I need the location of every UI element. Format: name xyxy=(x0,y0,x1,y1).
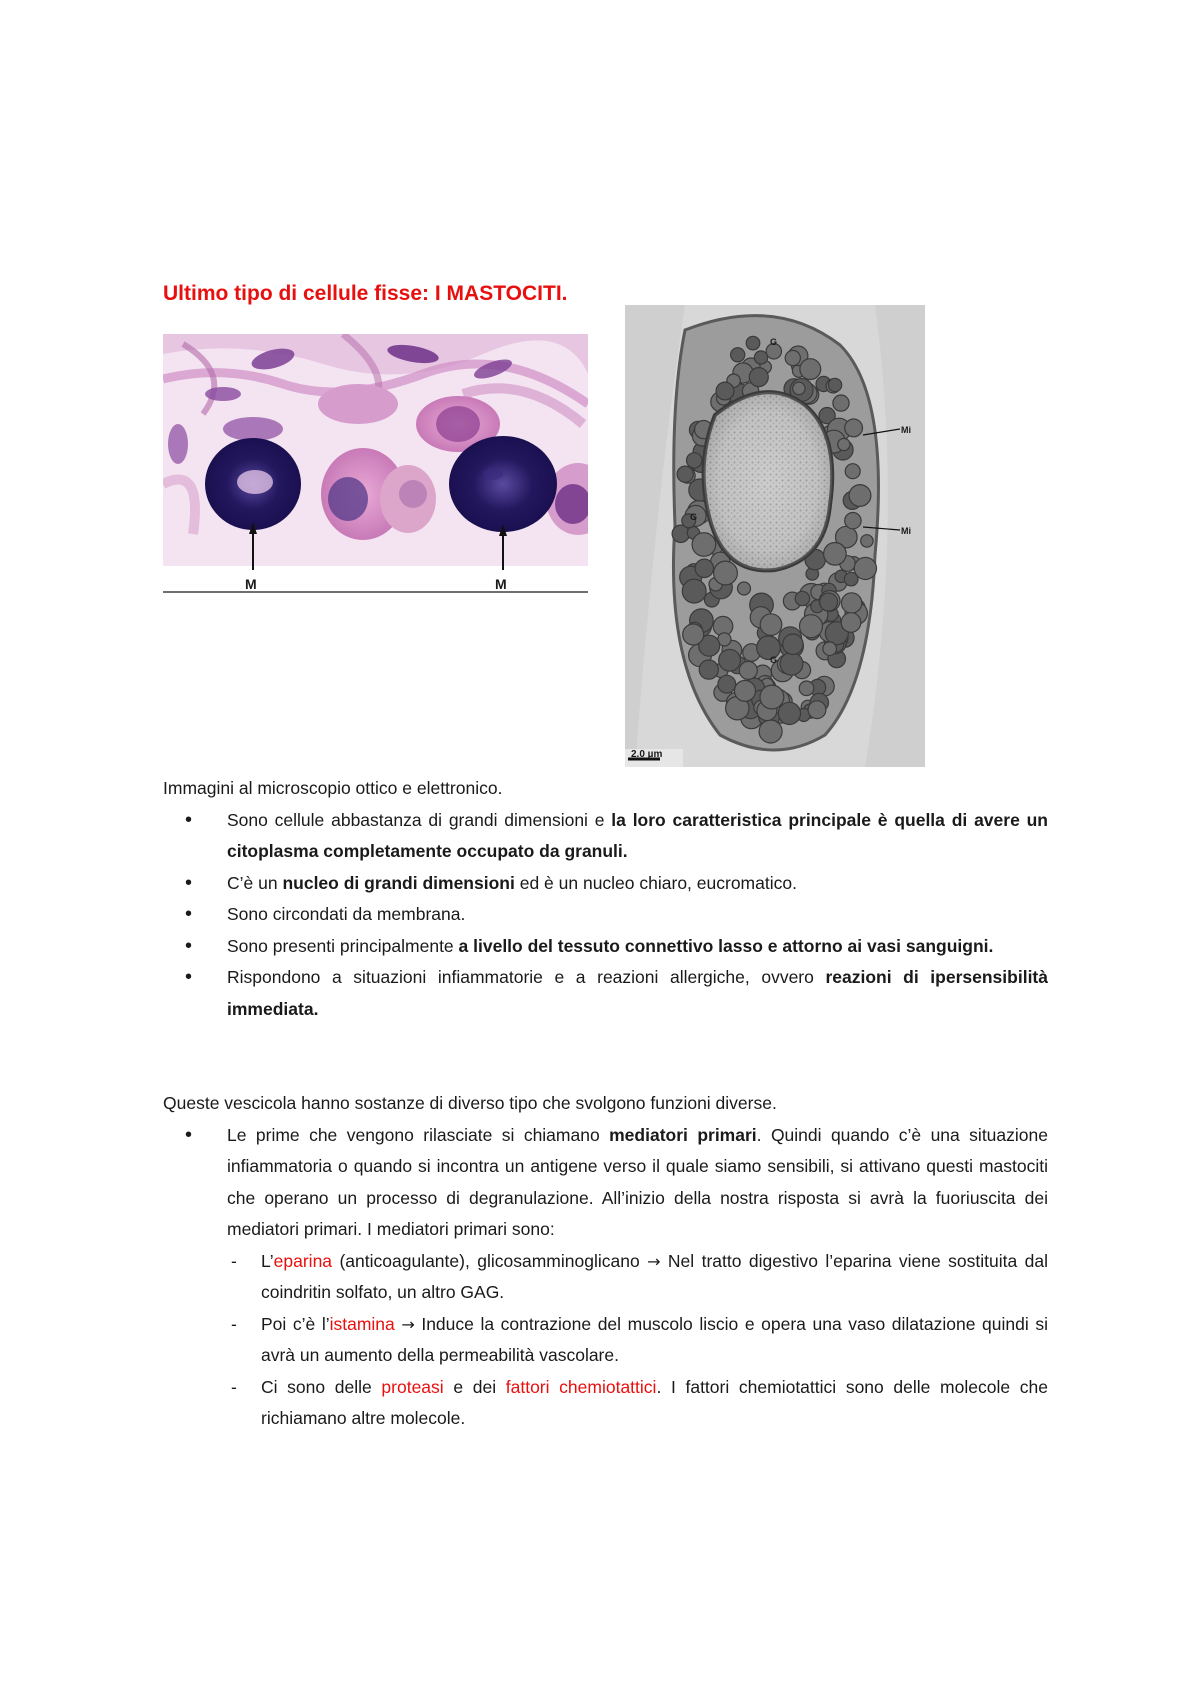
list-item: - Poi c’è l’istamina → Induce la contrazione del muscolo liscio e opera una vaso dilatazione quindi si avrà un aumento della permeabilità vascolare. xyxy=(231,1313,1048,1365)
granule xyxy=(699,660,718,679)
mitochondria-label-bottom: Mi xyxy=(901,526,911,536)
granule xyxy=(833,395,849,411)
granule xyxy=(800,359,821,380)
granule xyxy=(785,350,800,365)
granule xyxy=(823,642,837,656)
granule xyxy=(695,559,713,577)
granule xyxy=(718,675,736,693)
mediators-list xyxy=(163,1120,1048,1246)
granule-label-left: G xyxy=(690,512,698,522)
granule xyxy=(760,614,782,636)
granule xyxy=(739,661,757,679)
term-fattori-chemiotattici: fattori chemiotattici xyxy=(505,1376,657,1397)
granule xyxy=(808,701,826,719)
granule xyxy=(861,535,873,547)
granule xyxy=(778,702,800,724)
granule xyxy=(692,533,716,557)
granule xyxy=(749,368,768,387)
granule xyxy=(820,593,838,611)
granule xyxy=(754,351,767,364)
granule xyxy=(845,513,861,529)
mediators-intro: Queste vescicola hanno sostanze di diverso tipo che svolgono funzioni diverse. xyxy=(163,1093,777,1113)
list-item: • Le prime che vengono rilasciate si chiamano mediatori primari. Quindi quando c’è una situazione infiammatoria o quando si incontra un antigene verso il quale siamo sensibili, si attivano questi mastociti che operano un processo di degranulazione. All’inizio della nostra risposta si avrà la fuoriuscita dei mediatori primari. I mediatori primari sono: xyxy=(163,1120,1048,1246)
primary-mediators-list xyxy=(163,1246,1048,1435)
term-proteasi: proteasi xyxy=(381,1376,444,1397)
granule xyxy=(799,681,814,696)
granule xyxy=(783,634,803,654)
granule xyxy=(841,593,861,613)
granule xyxy=(780,652,803,675)
mast-cell-label-left: M xyxy=(245,576,257,592)
list-item: • Sono presenti principalmente a livello del tessuto connettivo lasso e attorno ai vasi sanguigni. xyxy=(163,931,1048,963)
granule xyxy=(845,464,860,479)
granule xyxy=(682,579,706,603)
granule xyxy=(714,561,738,585)
intro-section xyxy=(163,773,1048,1025)
granule xyxy=(683,624,704,645)
list-item: • Sono circondati da membrana. xyxy=(163,899,1048,931)
granule xyxy=(738,582,751,595)
granule xyxy=(845,419,863,437)
mediators-section xyxy=(163,1088,1048,1435)
granule xyxy=(716,382,734,400)
granule xyxy=(735,680,756,701)
arrow-right-icon: → xyxy=(647,1251,661,1271)
scale-bar-label: 2.0 µm xyxy=(631,749,663,760)
arrow-right-icon: → xyxy=(401,1314,415,1334)
list-item: • Rispondono a situazioni infiammatorie e a reazioni allergiche, ovvero reazioni di ipersensibilità immediata. xyxy=(163,962,1048,1025)
granule xyxy=(731,348,745,362)
term-eparina: eparina xyxy=(273,1250,333,1271)
page-title: Ultimo tipo di cellule fisse: I MASTOCITI. xyxy=(163,282,568,305)
granule xyxy=(828,378,841,391)
mast-cell-label-right: M xyxy=(495,576,507,592)
granule xyxy=(687,453,702,468)
granule-label-bottom: G xyxy=(770,655,778,665)
granule xyxy=(719,649,741,671)
electron-microscopy-image xyxy=(625,305,925,767)
characteristics-list xyxy=(163,805,1048,1026)
granule xyxy=(760,685,784,709)
term-istamina: istamina xyxy=(329,1313,395,1334)
list-item: • C’è un nucleo di grandi dimensioni ed è un nucleo chiaro, eucromatico. xyxy=(163,868,1048,900)
granule xyxy=(854,557,876,579)
granule xyxy=(841,613,861,633)
list-item: • Sono cellule abbastanza di grandi dimensioni e la loro caratteristica principale è quella di avere un citoplasma completamente occupato da granuli. xyxy=(163,805,1048,868)
list-item: - L’eparina (anticoagulante), glicosamminoglicano → Nel tratto digestivo l’eparina viene sostituita dal coindritin solfato, un altro GAG. xyxy=(231,1250,1048,1302)
granule xyxy=(759,720,782,743)
list-item: - Ci sono delle proteasi e dei fattori chemiotattici. I fattori chemiotattici sono delle molecole che richiamano altre molecole. xyxy=(231,1376,1048,1428)
granule-label-top: G xyxy=(770,337,778,347)
intro-text: Immagini al microscopio ottico e elettronico. xyxy=(163,778,503,798)
granule xyxy=(746,336,760,350)
mitochondria-label-top: Mi xyxy=(901,425,911,435)
granule xyxy=(838,438,850,450)
granule xyxy=(800,615,823,638)
granule xyxy=(677,466,693,482)
granule xyxy=(795,591,809,605)
granule xyxy=(849,485,871,507)
granule xyxy=(824,543,847,566)
granule xyxy=(793,382,805,394)
light-microscopy-image xyxy=(163,334,588,596)
